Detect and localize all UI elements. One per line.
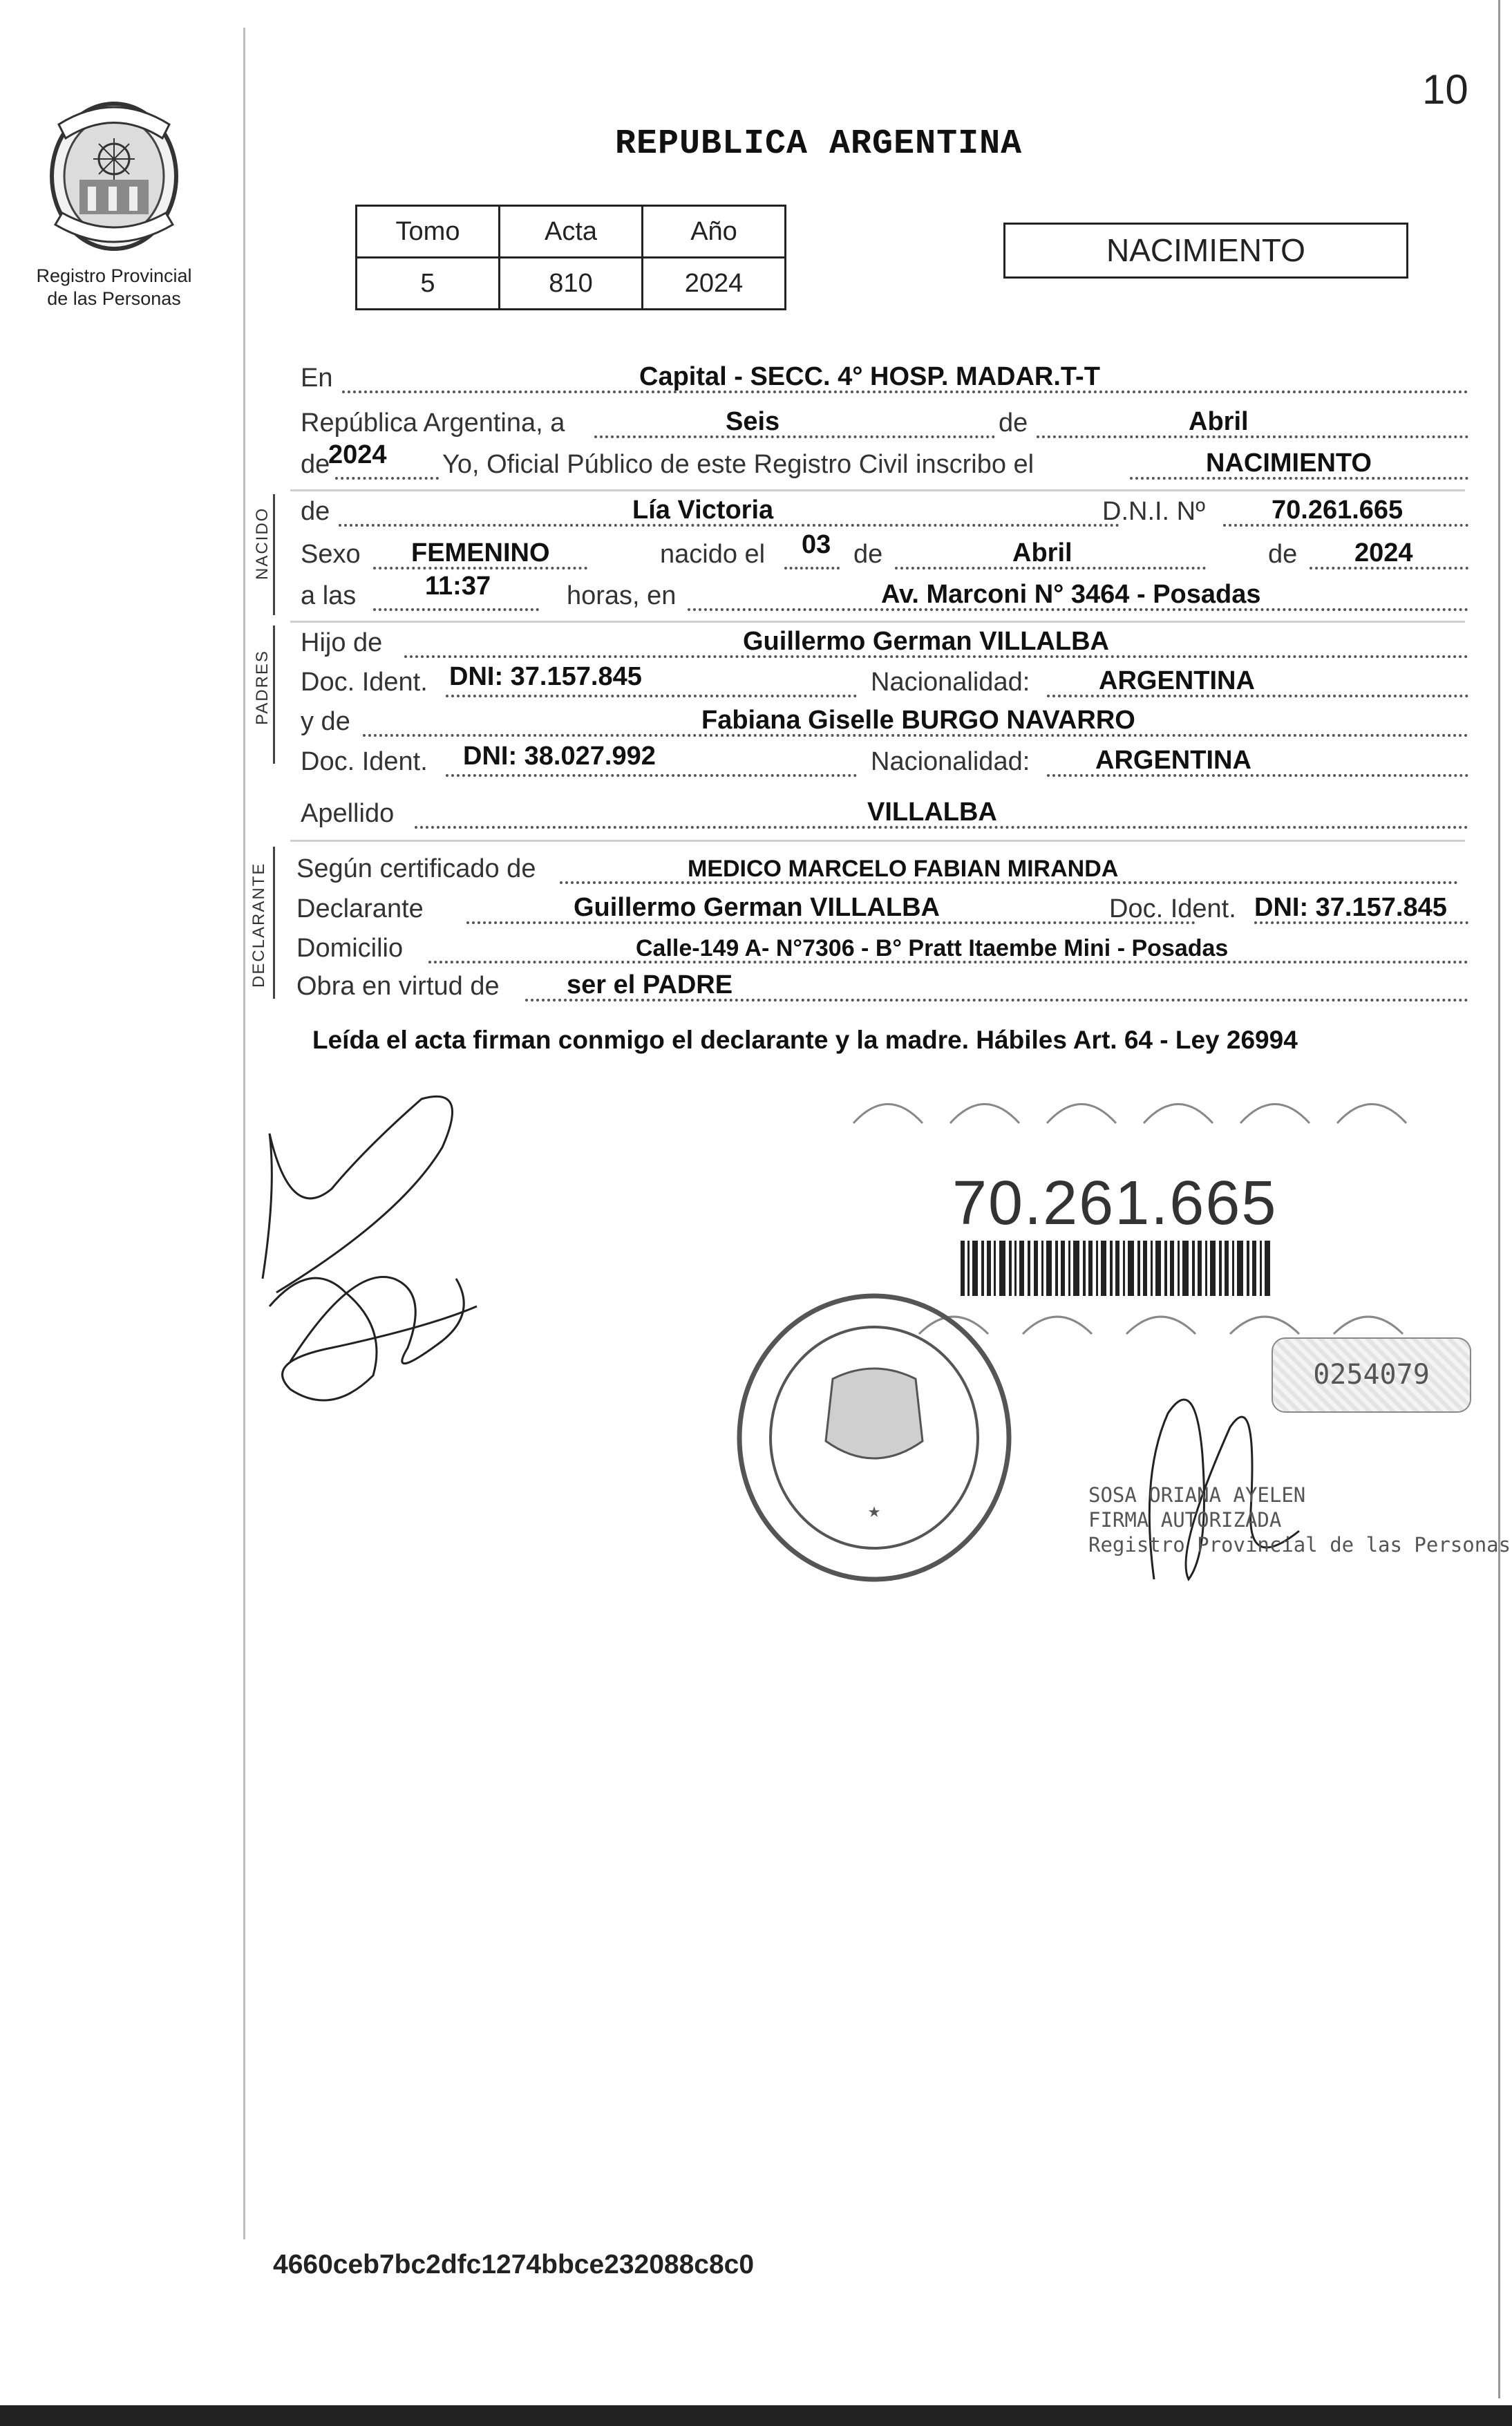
- row-domicilio: [296, 926, 1468, 968]
- row-nacido-name: [301, 489, 1468, 531]
- de-label: de: [301, 450, 330, 479]
- section-divider: [290, 840, 1465, 842]
- time-value: 11:37: [425, 572, 491, 601]
- declarante-doc-value: DNI: 37.157.845: [1254, 893, 1447, 922]
- document-hash: 4660ceb7bc2dfc1274bbce232088c8c0: [273, 2250, 755, 2279]
- sexo-label: Sexo: [301, 540, 361, 569]
- month-value: Abril: [1189, 407, 1249, 436]
- day-words-value: Seis: [726, 407, 780, 436]
- registry-logo: [28, 97, 200, 310]
- signer-org: Registro Provincial de las Personas: [1088, 1533, 1511, 1557]
- dotted-line: [446, 695, 857, 697]
- padres-section-label: PADRES: [253, 650, 272, 725]
- row-a-las: [301, 574, 1468, 615]
- en-label: En: [301, 364, 333, 393]
- security-guilloche-top: [847, 1085, 1455, 1127]
- row-republica: [301, 401, 1468, 442]
- declarante-bar: [273, 847, 275, 999]
- table-header-ano: Año: [643, 206, 786, 258]
- row-en: [301, 356, 1468, 397]
- apellido-value: VILLALBA: [867, 798, 997, 827]
- horas-label: horas, en: [567, 581, 677, 610]
- declarante-value: Guillermo German VILLALBA: [574, 893, 940, 922]
- a-las-label: a las: [301, 581, 357, 610]
- logo-caption-line1: Registro Provincial: [36, 265, 192, 286]
- left-margin-line: [243, 28, 245, 2239]
- apellido-label: Apellido: [301, 799, 395, 828]
- obra-value: ser el PADRE: [567, 970, 733, 999]
- authorized-signer: [1088, 1483, 1511, 1557]
- row-oficial: [301, 442, 1468, 484]
- nacionalidad-label: Nacionalidad:: [871, 747, 1030, 776]
- place-value: Capital - SECC. 4° HOSP. MADAR.T-T: [639, 362, 1100, 391]
- father-nationality-value: ARGENTINA: [1099, 666, 1255, 695]
- signer-role: FIRMA AUTORIZADA: [1088, 1508, 1282, 1532]
- dotted-line: [784, 567, 840, 570]
- dotted-line: [594, 435, 995, 438]
- domicilio-value: Calle-149 A- N°7306 - B° Pratt Itaembe Mini - Posadas: [636, 935, 1229, 961]
- official-stamp-icon: [729, 1289, 1019, 1586]
- barcode-icon: [961, 1241, 1272, 1296]
- child-dni-value: 70.261.665: [1272, 496, 1404, 525]
- country-title: REPUBLICA ARGENTINA: [615, 124, 1023, 164]
- row-y-de: [301, 699, 1468, 741]
- row-sexo: [301, 532, 1468, 574]
- row-obra: [296, 964, 1468, 1006]
- declarante-section-label: DECLARANTE: [249, 862, 268, 988]
- security-serial: 0254079: [1272, 1337, 1471, 1413]
- right-margin-line: [1498, 0, 1500, 2398]
- dni-security-number: 70.261.665: [952, 1169, 1278, 1238]
- row-certificado: [296, 847, 1468, 888]
- nacido-el-label: nacido el: [660, 540, 766, 569]
- doc-ident-label: Doc. Ident.: [301, 668, 428, 697]
- nacionalidad-label: Nacionalidad:: [871, 668, 1030, 697]
- doc-ident-label: Doc. Ident.: [301, 747, 428, 776]
- logo-caption-line2: de las Personas: [47, 288, 181, 309]
- table-value-ano: 2024: [643, 258, 786, 310]
- year-value: 2024: [328, 440, 387, 469]
- mother-name-value: Fabiana Giselle BURGO NAVARRO: [701, 706, 1135, 735]
- svg-text:★: ★: [867, 1498, 881, 1523]
- declarante-label: Declarante: [296, 894, 424, 923]
- tomo-acta-ano-table: [355, 205, 786, 310]
- nacido-bar: [273, 494, 275, 615]
- birth-month-value: Abril: [1012, 538, 1072, 567]
- nacido-section-label: NACIDO: [253, 507, 272, 580]
- de-label: de: [1268, 540, 1298, 569]
- de-label: de: [999, 408, 1028, 438]
- father-doc-value: DNI: 37.157.845: [449, 662, 642, 691]
- act-value: NACIMIENTO: [1206, 449, 1372, 478]
- row-father-doc: [301, 660, 1468, 702]
- father-name-value: Guillermo German VILLALBA: [743, 627, 1109, 656]
- padres-bar: [273, 626, 275, 764]
- doc-ident-label: Doc. Ident.: [1109, 894, 1236, 923]
- table-header-tomo: Tomo: [357, 206, 500, 258]
- closing-text: Leída el acta firman conmigo el declarante y la madre. Hábiles Art. 64 - Ley 26994: [312, 1026, 1298, 1054]
- oficial-text: Yo, Oficial Público de este Registro Civil inscribo el: [442, 450, 1034, 479]
- dni-label: D.N.I. Nº: [1102, 497, 1205, 526]
- scan-edge-band: [0, 2405, 1512, 2426]
- certificado-value: MEDICO MARCELO FABIAN MIRANDA: [688, 856, 1119, 882]
- table-value-tomo: 5: [357, 258, 500, 310]
- misiones-coat-of-arms-icon: [38, 97, 190, 256]
- mother-nationality-value: ARGENTINA: [1095, 746, 1251, 775]
- de-label: de: [301, 497, 330, 526]
- row-declarante: [296, 887, 1468, 928]
- dotted-line: [373, 608, 539, 611]
- birth-year-value: 2024: [1354, 538, 1413, 567]
- dotted-line: [446, 774, 857, 777]
- y-de-label: y de: [301, 707, 350, 736]
- domicilio-label: Domicilio: [296, 934, 404, 963]
- signer-name: SOSA ORIANA AYELEN: [1088, 1483, 1306, 1507]
- dotted-line: [1037, 435, 1468, 438]
- dotted-line: [335, 477, 439, 480]
- handwritten-signatures: [249, 1085, 525, 1445]
- table-header-acta: Acta: [500, 206, 643, 258]
- birth-address-value: Av. Marconi N° 3464 - Posadas: [881, 580, 1261, 609]
- hijo-de-label: Hijo de: [301, 628, 383, 657]
- row-apellido: [301, 791, 1468, 833]
- record-type-box: NACIMIENTO: [1003, 223, 1408, 279]
- row-mother-doc: [301, 740, 1468, 781]
- certificado-label: Según certificado de: [296, 854, 536, 883]
- sexo-value: FEMENINO: [411, 538, 550, 567]
- child-name-value: Lía Victoria: [632, 496, 774, 525]
- row-hijo-de: [301, 621, 1468, 662]
- obra-label: Obra en virtud de: [296, 972, 500, 1001]
- republica-label: República Argentina, a: [301, 408, 565, 438]
- table-value-acta: 810: [500, 258, 643, 310]
- birth-day-value: 03: [802, 530, 831, 559]
- page-number: 10: [1422, 66, 1468, 113]
- de-label: de: [853, 540, 883, 569]
- mother-doc-value: DNI: 38.027.992: [463, 742, 656, 771]
